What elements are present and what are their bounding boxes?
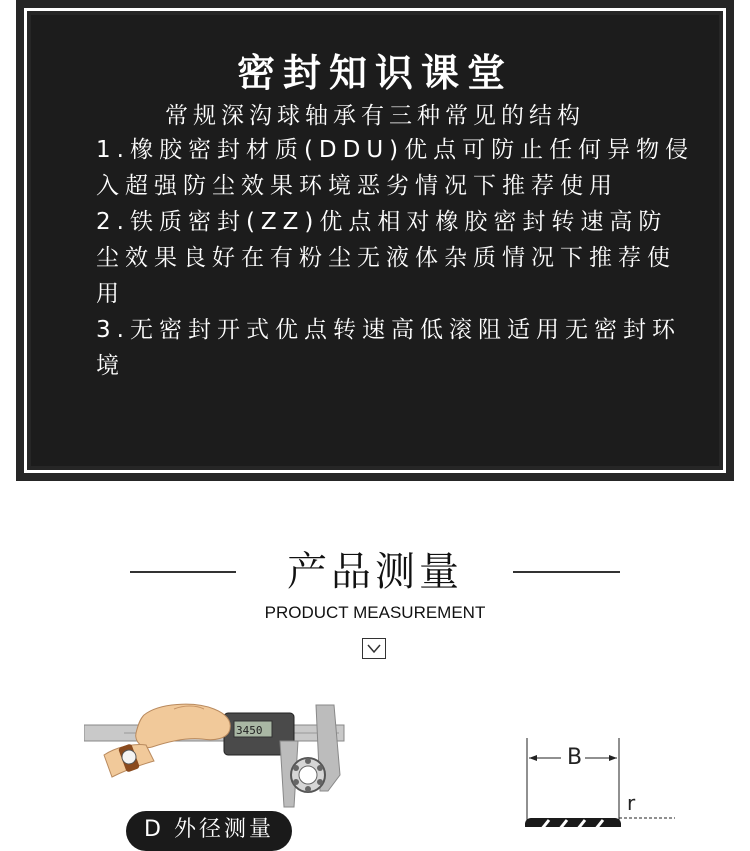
knowledge-panel [16, 0, 734, 481]
radius-r-label: r [627, 791, 636, 815]
bearing-dimension-diagram [515, 730, 685, 827]
panel-body [96, 132, 696, 384]
dimension-b-label: B [567, 745, 583, 770]
paragraph-open-type: 3.无密封开式优点转速高低滚阻适用无密封环境 [96, 317, 681, 379]
panel-title: 密封知识课堂 [236, 51, 513, 95]
chevron-down-icon [362, 638, 386, 659]
section-title: 产品测量 [287, 549, 463, 595]
paragraph-iron-seal: 2.铁质密封(ZZ)优点相对橡胶密封转速高防尘效果良好在有粉尘无液体杂质情况下推荐使用 [96, 209, 676, 307]
paragraph-rubber-seal: 1.橡胶密封材质(DDU)优点可防止任何异物侵入超强防尘效果环境恶劣情况下推荐使用 [96, 137, 695, 199]
section-subtitle: PRODUCT MEASUREMENT [264, 603, 486, 622]
panel-subtitle: 常规深沟球轴承有三种常见的结构 [165, 103, 585, 129]
heading-rule-right [513, 571, 620, 573]
caliper-display: 3450 [236, 724, 263, 737]
caliper-illustration [84, 695, 354, 827]
outer-diameter-label: D 外径测量 [126, 811, 292, 851]
